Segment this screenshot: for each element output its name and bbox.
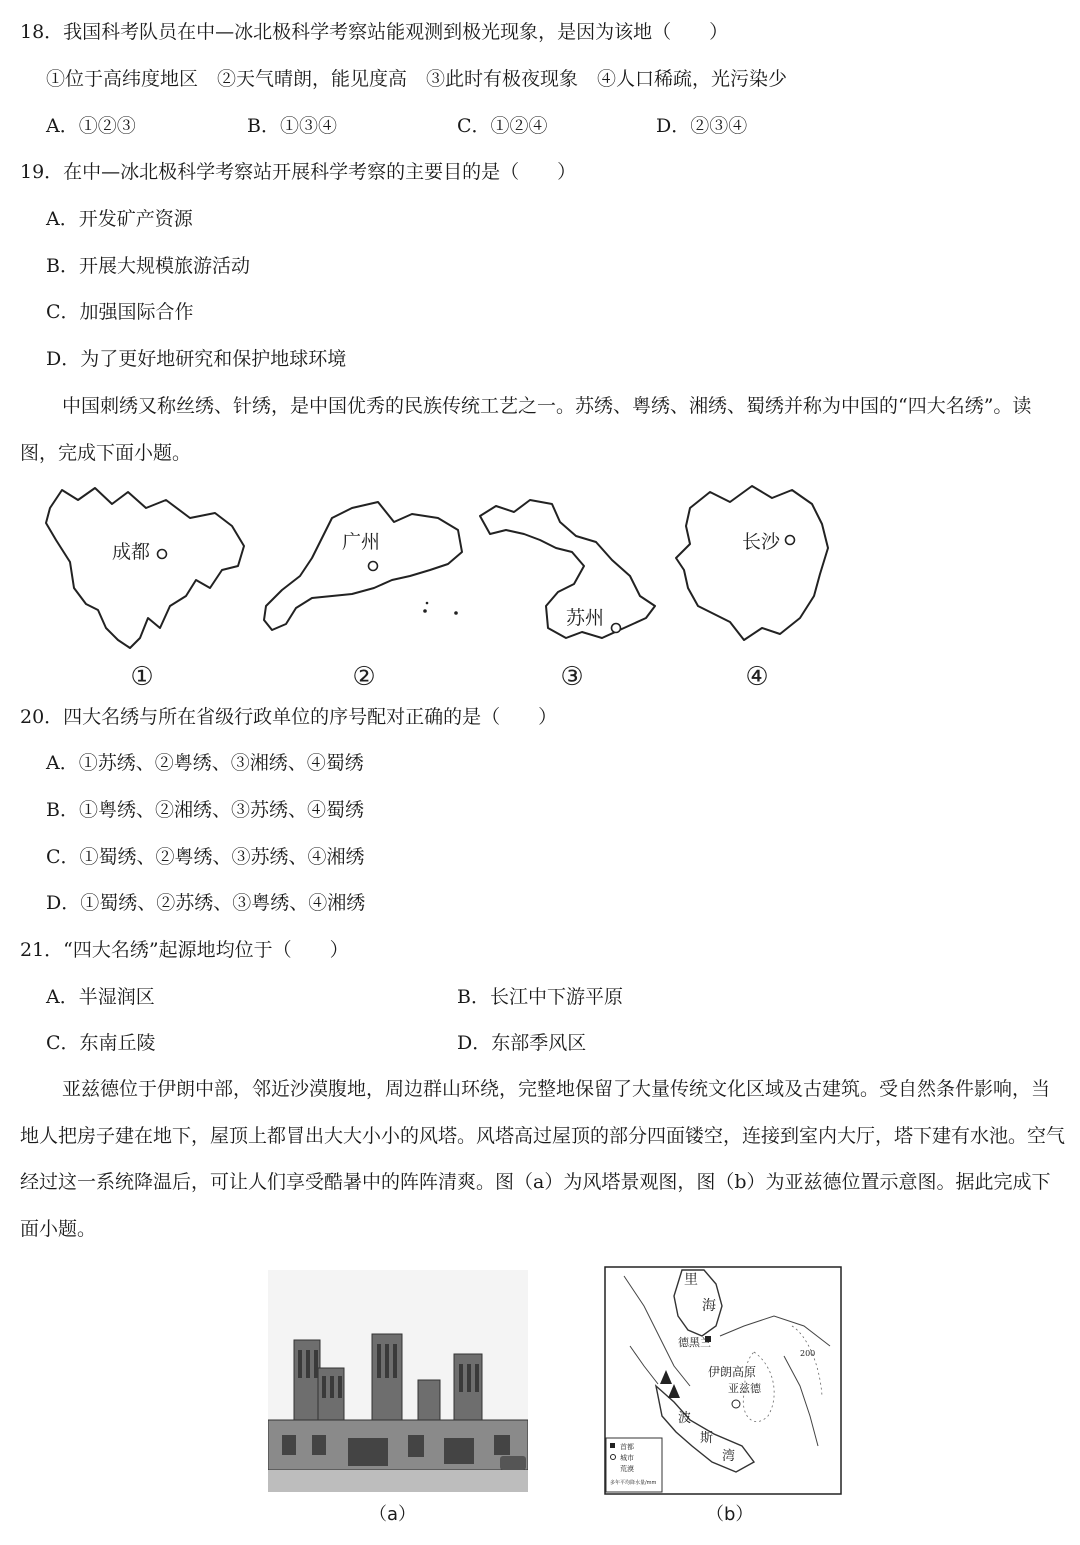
city-dot-changsha — [786, 536, 795, 545]
q19-stem: 19．在中—冰北极科学考察站开展科学考察的主要目的是（ ） — [20, 161, 577, 183]
q20-option-d[interactable]: D．①蜀绣、②苏绣、③粤绣、④湘绣 — [46, 892, 366, 914]
city-label-chengdu: 成都 — [112, 541, 151, 563]
city-label-guangzhou: 广州 — [342, 531, 381, 553]
map-number-4: ④ — [745, 662, 769, 692]
province-maps — [0, 478, 1080, 693]
label-yazd: 亚兹德 — [728, 1382, 761, 1395]
label-gulf-3: 湾 — [722, 1449, 736, 1464]
legend-city: 城市 — [620, 1454, 634, 1462]
map-hunan-outline — [676, 486, 828, 640]
label-gulf-2: 斯 — [700, 1431, 714, 1446]
q20-option-a[interactable]: A．①苏绣、②粤绣、③湘绣、④蜀绣 — [46, 752, 364, 774]
label-gulf-1: 波 — [678, 1411, 692, 1426]
q18-stem: 18．我国科考队员在中—冰北极科学考察站能观测到极光现象，是因为该地（ ） — [20, 21, 729, 43]
map-guangdong-outline — [264, 502, 462, 630]
city-label-changsha: 长沙 — [742, 531, 781, 553]
label-caspian-2: 海 — [702, 1298, 716, 1314]
q20-stem: 20．四大名绣与所在省级行政单位的序号配对正确的是（ ） — [20, 706, 558, 728]
q19-option-c[interactable]: C．加强国际合作 — [46, 301, 194, 323]
label-tehran: 德黑兰 — [678, 1336, 711, 1349]
q18-option-a[interactable]: A．①②③ — [46, 115, 136, 137]
city-dot-guangzhou — [369, 562, 378, 571]
figure-b-iran-map — [604, 1266, 842, 1495]
q18-option-d[interactable]: D．②③④ — [656, 115, 748, 137]
q18-option-b[interactable]: B．①③④ — [247, 115, 337, 137]
legend-desert: 荒漠 — [620, 1465, 634, 1473]
map-sichuan-outline — [46, 488, 244, 648]
label-caspian-1: 里 — [684, 1272, 698, 1288]
q21-option-d[interactable]: D．东部季风区 — [457, 1032, 587, 1054]
q18-option-c[interactable]: C．①②④ — [457, 115, 548, 137]
q21-option-c[interactable]: C．东南丘陵 — [46, 1032, 156, 1054]
figure-a-caption: （a） — [369, 1504, 417, 1525]
city-dot-chengdu — [158, 550, 167, 559]
q20-option-c[interactable]: C．①蜀绣、②粤绣、③苏绣、④湘绣 — [46, 846, 365, 868]
city-label-suzhou: 苏州 — [566, 607, 605, 629]
passage-embroidery: 中国刺绣又称丝绣、针绣，是中国优秀的民族传统工艺之一。苏绣、粤绣、湘绣、蜀绣并称为中国的“四大名绣”。读图，完成下面小题。 — [20, 395, 1032, 464]
q20-option-b[interactable]: B．①粤绣、②湘绣、③苏绣、④蜀绣 — [46, 799, 364, 821]
label-plateau: 伊朗高原 — [708, 1365, 757, 1379]
yazd-symbol — [732, 1400, 740, 1408]
q18-choices: ①位于高纬度地区 ②天气晴朗，能见度高 ③此时有极夜现象 ④人口稀疏，光污染少 — [46, 68, 788, 90]
city-dot-suzhou — [612, 624, 621, 633]
q19-option-a[interactable]: A．开发矿产资源 — [46, 208, 193, 230]
legend-precip: 多年平均降水量/mm — [610, 1480, 657, 1486]
map-number-2: ② — [352, 662, 376, 692]
q21-stem: 21．“四大名绣”起源地均位于（ ） — [20, 939, 349, 961]
q19-option-b[interactable]: B．开展大规模旅游活动 — [46, 255, 250, 277]
figure-a-windtowers — [268, 1270, 528, 1492]
q19-option-d[interactable]: D．为了更好地研究和保护地球环境 — [46, 348, 347, 370]
figure-b-caption: （b） — [706, 1504, 754, 1525]
passage-yazd: 亚兹德位于伊朗中部，邻近沙漠腹地，周边群山环绕，完整地保留了大量传统文化区域及古建筑。受自然条件影响，当地人把房子建在地下，屋顶上都冒出大大小小的风塔。风塔高过屋顶的部分四面镂空，连接到室内大厅，塔下建有水池。空气经过这一系统降温后，可让人们享受酷暑中的阵阵清爽。图（a）为风塔景观图，图（b）为亚兹德位置示意图。据此完成下面小题。 — [20, 1078, 1066, 1241]
q21-option-b[interactable]: B．长江中下游平原 — [457, 986, 623, 1008]
map-number-3: ③ — [560, 662, 584, 692]
label-contour-200: 200 — [800, 1349, 816, 1358]
map-number-1: ① — [130, 662, 154, 692]
legend-capital: 首都 — [620, 1443, 634, 1451]
q21-option-a[interactable]: A．半湿润区 — [46, 986, 155, 1008]
